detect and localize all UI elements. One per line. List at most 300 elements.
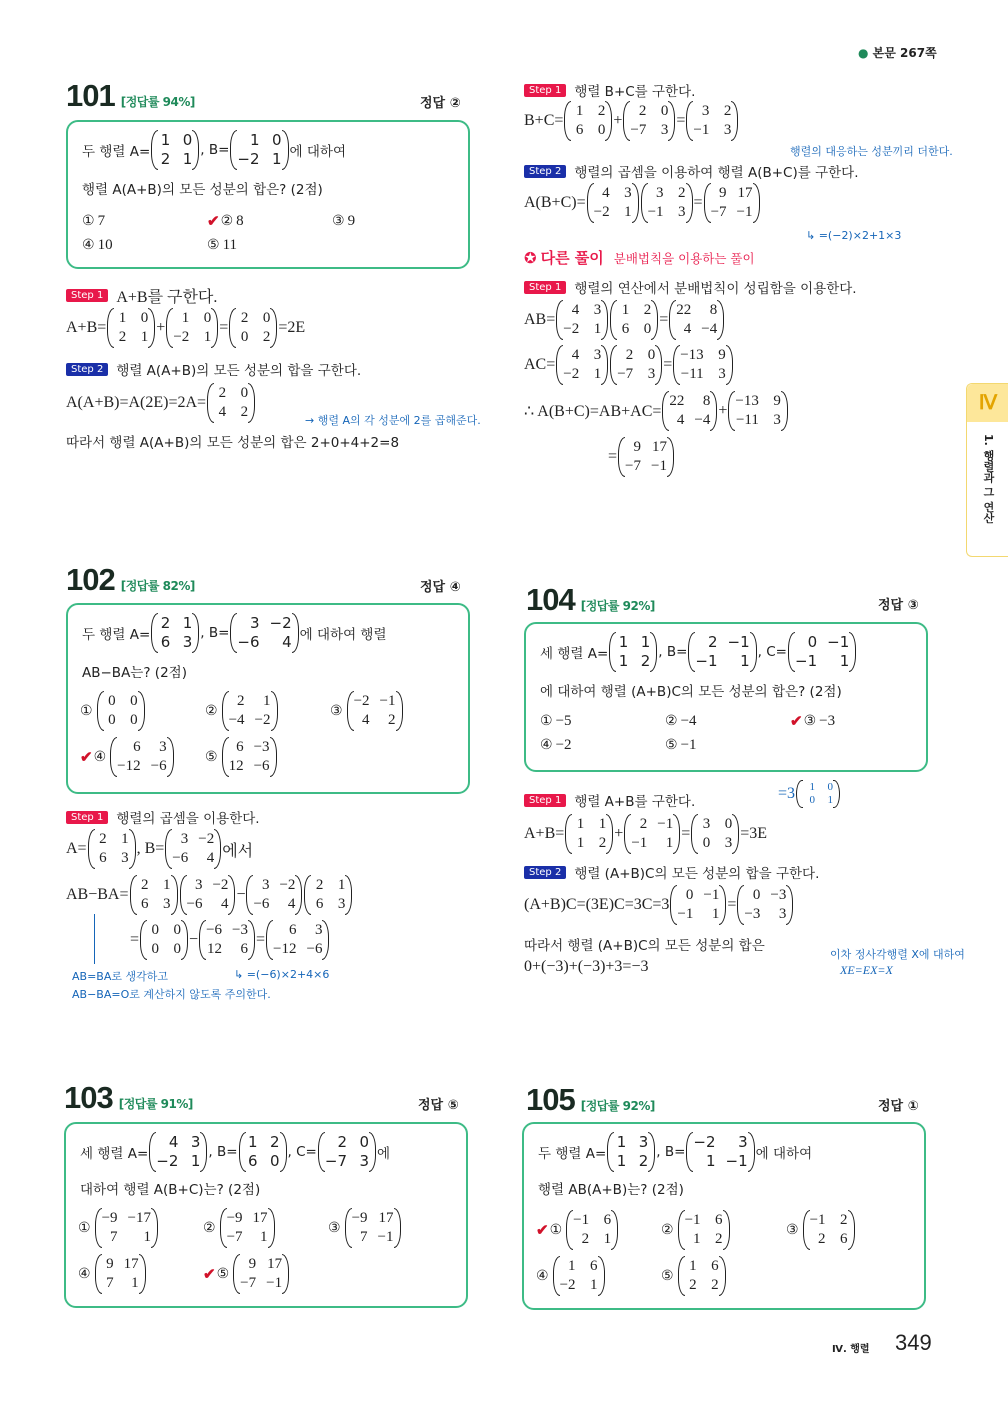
matrix-grid	[240, 1255, 282, 1293]
step-2-badge: Step 2	[66, 363, 108, 376]
math-line	[524, 934, 765, 954]
matrix-cell: 9	[718, 347, 726, 363]
matrix-cell: 17	[378, 1210, 394, 1226]
matrix	[686, 101, 738, 141]
problem-number: 103	[64, 1080, 113, 1115]
matrix-grid	[237, 131, 281, 169]
left-paren	[610, 300, 617, 340]
matrix-cell: 17	[252, 1210, 268, 1226]
matrix-cell: 2	[638, 103, 647, 119]
matrix-cell: 1	[706, 1152, 716, 1170]
answer-choice[interactable]	[203, 1254, 328, 1294]
check-mark-icon: ✔	[536, 1222, 549, 1239]
answer-choice[interactable]	[205, 737, 330, 777]
answer-choice[interactable]	[328, 1208, 453, 1248]
step-1-badge: Step 1	[66, 289, 108, 302]
matrix	[165, 829, 221, 869]
answer-choices	[536, 1210, 911, 1296]
math-text: ∴ A(B+C)=AB+AC=	[524, 403, 662, 420]
annotation: AB=BA로 생각하고	[72, 970, 168, 983]
step-1-badge: Step 1	[524, 281, 566, 294]
answer-choice[interactable]	[82, 212, 207, 231]
choice-number: ③	[328, 1220, 341, 1236]
answer-choice[interactable]	[540, 712, 665, 731]
annotation: AB−BA=O로 계산하지 않도록 주의한다.	[72, 988, 271, 1001]
matrix-cell: 9	[773, 393, 781, 409]
problem-number: 101	[66, 78, 115, 113]
matrix-cell: −12	[117, 758, 141, 774]
right-paren	[732, 814, 739, 854]
answer-choice[interactable]	[540, 737, 665, 754]
correct-rate: [정답률 91%]	[118, 1097, 193, 1111]
choice-number: ②	[205, 703, 218, 719]
matrix-grid	[246, 1133, 280, 1171]
choice-number: ④	[536, 1268, 549, 1284]
matrix-cell: 1	[263, 693, 271, 709]
choice-number: ④	[540, 738, 553, 753]
left-paren	[686, 1132, 693, 1172]
math-text: , C=	[757, 644, 787, 660]
answer-choice[interactable]	[78, 1208, 203, 1248]
matrix-cell: 9	[248, 1256, 257, 1272]
matrix-grid	[229, 692, 271, 730]
math-text: =3	[778, 785, 796, 802]
answer-choice[interactable]	[661, 1256, 786, 1296]
matrix-cell: −13	[735, 393, 759, 409]
problem-102-header	[66, 562, 195, 598]
answer-choice[interactable]	[786, 1210, 911, 1250]
matrix	[728, 391, 787, 431]
matrix	[609, 632, 657, 672]
matrix-cell: 1	[621, 302, 630, 318]
matrix-cell: 1	[593, 321, 602, 337]
matrix-cell: −3	[232, 922, 248, 938]
matrix-cell: 0	[240, 385, 249, 401]
math-text: =	[663, 356, 673, 373]
right-paren	[717, 300, 724, 340]
matrix-grid	[158, 614, 192, 652]
left-paren	[609, 632, 616, 672]
matrix-cell: 1	[160, 131, 171, 149]
matrix-cell: 3	[718, 366, 726, 382]
answer-choice[interactable]	[78, 1254, 203, 1294]
matrix-grid	[631, 815, 673, 853]
check-mark-icon: ✔	[80, 749, 93, 766]
star-icon: ✪	[524, 248, 537, 267]
matrix-cell: 1	[203, 329, 212, 345]
matrix-cell: −2	[254, 712, 271, 728]
right-paren	[710, 391, 717, 431]
matrix-grid	[669, 392, 710, 430]
math-text: =	[727, 896, 737, 913]
math-text: +	[156, 319, 166, 336]
matrix-cell: 17	[123, 1256, 139, 1272]
choice-value: −3	[819, 713, 836, 729]
right-paren	[598, 1256, 605, 1296]
check-mark-icon: ✔	[790, 714, 803, 730]
matrix-cell: 1	[618, 633, 629, 651]
answer-choice[interactable]	[536, 1210, 661, 1250]
matrix-cell: 2	[99, 831, 107, 847]
math-text: , B=	[136, 840, 165, 857]
answer-choice[interactable]	[330, 691, 455, 731]
matrix	[220, 1208, 275, 1248]
matrix-cell: −1	[809, 1212, 826, 1228]
left-paren	[230, 613, 237, 653]
answer-choice[interactable]	[790, 712, 915, 731]
matrix-cell: 0	[203, 310, 212, 326]
left-paren	[230, 130, 237, 170]
math-text: , C=	[287, 1144, 317, 1160]
answer-choice[interactable]	[207, 212, 332, 231]
matrix-cell: 0	[130, 693, 138, 709]
matrix-cell: −7	[617, 366, 634, 382]
math-line	[524, 814, 767, 854]
problem-104-header	[526, 582, 655, 618]
matrix-cell: 0	[359, 1133, 369, 1151]
math-line	[574, 862, 819, 882]
matrix	[107, 308, 155, 348]
matrix-cell: 3	[314, 922, 323, 938]
check-mark-icon: ✔	[207, 214, 220, 230]
math-line	[538, 1178, 684, 1198]
matrix-cell: 0	[643, 321, 652, 337]
right-paren	[753, 183, 760, 223]
matrix-cell: 3	[180, 831, 189, 847]
matrix-cell: 0	[702, 835, 711, 851]
matrix	[246, 875, 302, 915]
math-text: 두 행렬 A=	[82, 627, 151, 643]
math-text: 0+(−3)+(−3)+3=−3	[524, 958, 649, 975]
matrix-cell: −4	[694, 412, 711, 428]
left-paren	[566, 1210, 573, 1250]
math-text: 에 대하여	[755, 1146, 813, 1162]
matrix-cell: 2	[715, 1231, 723, 1247]
matrix	[345, 1208, 401, 1248]
matrix-cell: 2	[625, 347, 634, 363]
matrix	[556, 345, 608, 385]
matrix-cell: 1	[260, 1229, 268, 1245]
left-paren	[95, 1254, 102, 1294]
matrix-cell: 1	[272, 150, 282, 168]
matrix-cell: 4	[287, 896, 296, 912]
left-paren	[222, 691, 229, 731]
matrix-cell: 1	[575, 103, 584, 119]
math-line	[116, 807, 259, 827]
matrix-grid	[117, 738, 166, 776]
right-paren	[719, 885, 726, 925]
chapter-label: 1. 행렬과 그 연산	[982, 434, 995, 524]
choice-value: −2	[555, 737, 572, 753]
right-paren	[138, 691, 145, 731]
matrix-cell: −1	[727, 633, 750, 651]
math-text: A(B+C)=	[524, 194, 586, 211]
math-text: , B=	[656, 1144, 686, 1160]
math-text: B+C=	[524, 112, 564, 129]
matrix-cell: 1	[118, 310, 127, 326]
math-line	[524, 958, 648, 976]
right-paren	[171, 875, 178, 915]
matrix	[151, 613, 199, 653]
matrix-cell: 4	[168, 1133, 179, 1151]
right-paren	[248, 920, 255, 960]
matrix-grid	[158, 131, 192, 169]
left-paren	[347, 691, 354, 731]
math-text: (A+B)C=(3E)C=3C=3	[524, 896, 670, 913]
matrix-cell: 3	[723, 122, 732, 138]
matrix-cell: −6	[253, 896, 270, 912]
matrix	[610, 345, 662, 385]
math-text: =	[256, 931, 266, 948]
matrix-cell: 3	[593, 302, 602, 318]
left-paren	[151, 613, 158, 653]
matrix	[641, 183, 693, 223]
annotation: ↳ =(−6)×2+4×6	[234, 968, 330, 981]
matrix-cell: 0	[130, 712, 138, 728]
right-paren	[781, 391, 788, 431]
matrix-cell: 4	[282, 633, 292, 651]
problem-101-box	[66, 120, 470, 269]
answer-choice[interactable]	[207, 237, 332, 254]
answer-choice[interactable]	[665, 712, 790, 731]
matrix-cell: 2	[337, 1133, 347, 1151]
matrix-grid	[273, 921, 322, 959]
left-paren	[556, 300, 563, 340]
matrix-cell: 1	[740, 652, 750, 670]
choice-number: ①	[80, 703, 93, 719]
left-paren	[95, 1208, 102, 1248]
matrix-cell: −9	[101, 1210, 118, 1226]
matrix-cell: 1	[337, 877, 346, 893]
matrix-cell: −6	[237, 633, 260, 651]
matrix-cell: −2	[212, 877, 229, 893]
choice-number: ②	[665, 714, 678, 729]
math-text: 행렬 (A+B)C의 모든 성분의 합을 구한다.	[574, 866, 820, 882]
matrix	[199, 920, 255, 960]
reference-page	[858, 44, 937, 61]
reference-label: 본문 267쪽	[872, 46, 937, 60]
right-paren	[833, 780, 840, 808]
matrix	[704, 183, 760, 223]
matrix-grid	[172, 830, 214, 868]
matrix-cell: −2	[198, 831, 215, 847]
choice-number: ②	[661, 1222, 674, 1238]
matrix-grid	[680, 346, 725, 384]
matrix-cell: 3	[337, 896, 346, 912]
choice-value: −4	[680, 713, 697, 729]
matrix	[678, 1256, 726, 1296]
matrix-grid	[560, 1257, 598, 1295]
left-paren	[704, 183, 711, 223]
answer-choice[interactable]	[205, 691, 330, 731]
answer-choice[interactable]	[80, 691, 205, 731]
left-paren	[222, 737, 229, 777]
matrix	[266, 920, 329, 960]
left-paren	[165, 829, 172, 869]
matrix	[587, 183, 639, 223]
matrix	[304, 875, 352, 915]
math-text: =	[676, 112, 686, 129]
matrix-cell: 3	[647, 366, 656, 382]
answer-choice[interactable]	[80, 737, 205, 777]
math-text: 따라서 행렬 (A+B)C의 모든 성분의 합은	[524, 938, 765, 954]
matrix-grid	[795, 633, 849, 671]
answer-choice[interactable]	[82, 237, 207, 254]
left-paren	[318, 1132, 325, 1172]
check-mark-icon: ✔	[203, 1266, 216, 1283]
math-line	[116, 359, 361, 379]
matrix	[151, 130, 199, 170]
matrix	[95, 1254, 146, 1294]
matrix	[678, 1210, 730, 1250]
matrix-cell: −9	[226, 1210, 243, 1226]
math-text: AB=	[524, 311, 556, 328]
matrix-cell: 2	[640, 652, 651, 670]
matrix-grid	[102, 1255, 139, 1293]
right-paren	[632, 183, 639, 223]
matrix-cell: 0	[597, 122, 606, 138]
matrix	[607, 1132, 655, 1172]
matrix-cell: 17	[737, 185, 753, 201]
right-paren	[723, 1210, 730, 1250]
matrix-grid	[744, 886, 786, 924]
matrix-cell: 3	[738, 1133, 748, 1151]
matrix-grid	[803, 781, 833, 807]
step-1-badge: Step 1	[524, 794, 566, 807]
right-paren	[192, 613, 199, 653]
answer-choices	[80, 691, 455, 777]
matrix-cell: 3	[773, 412, 781, 428]
matrix-cell: 1	[131, 1275, 139, 1291]
choice-number: ⑤	[216, 1266, 230, 1282]
matrix-cell: 4	[362, 712, 370, 728]
matrix-cell: 2	[160, 614, 171, 632]
problem-103-header	[64, 1080, 193, 1116]
matrix-cell: 0	[807, 633, 818, 651]
math-line	[574, 161, 858, 181]
left-paren	[691, 814, 698, 854]
matrix-cell: 3	[656, 185, 664, 201]
math-text: 세 행렬 A=	[80, 1146, 149, 1162]
matrix-cell: 3	[250, 614, 260, 632]
matrix-cell: 1	[248, 1133, 258, 1151]
left-paren	[803, 1210, 810, 1250]
math-line	[574, 790, 695, 810]
matrix-cell: 6	[621, 321, 630, 337]
left-paren	[556, 345, 563, 385]
matrix-cell: 6	[840, 1231, 848, 1247]
answer-choice[interactable]	[203, 1208, 328, 1248]
matrix-cell: 4	[571, 302, 580, 318]
right-paren	[139, 1254, 146, 1294]
answer-choice[interactable]	[665, 737, 790, 754]
matrix-cell: 3	[261, 877, 270, 893]
left-paren	[737, 885, 744, 925]
answer-choice[interactable]	[661, 1210, 786, 1250]
right-paren	[200, 1132, 207, 1172]
math-line	[130, 920, 330, 960]
arrow-line	[94, 914, 95, 964]
matrix-cell: 3	[778, 906, 787, 922]
matrix-cell: −2	[156, 1152, 179, 1170]
matrix-cell: −1	[693, 122, 710, 138]
choice-number: ③	[786, 1222, 799, 1238]
matrix	[140, 920, 188, 960]
answer-choice[interactable]	[332, 212, 457, 231]
right-paren	[270, 308, 277, 348]
matrix	[796, 780, 840, 808]
left-paren	[610, 345, 617, 385]
matrix-grid	[614, 1133, 648, 1171]
choice-number: ①	[78, 1220, 91, 1236]
right-paren	[369, 1132, 376, 1172]
left-paren	[304, 875, 311, 915]
matrix-cell: 2	[678, 185, 686, 201]
matrix-cell: 2	[581, 1231, 590, 1247]
math-line	[574, 277, 856, 297]
left-paren	[149, 1132, 156, 1172]
matrix-grid	[354, 692, 396, 730]
matrix-grid	[572, 815, 606, 853]
matrix-cell: 3	[638, 1133, 649, 1151]
matrix	[669, 300, 724, 340]
matrix-cell: −1	[703, 887, 720, 903]
math-text: 두 행렬 A=	[82, 144, 151, 160]
right-paren	[648, 1132, 655, 1172]
matrix-grid	[352, 1209, 394, 1247]
left-paren	[607, 1132, 614, 1172]
matrix-cell: 6	[715, 1212, 723, 1228]
matrix-cell: −7	[630, 122, 647, 138]
matrix-cell: −1	[795, 652, 818, 670]
matrix	[207, 383, 255, 423]
choice-number: ①	[82, 214, 95, 229]
matrix	[230, 613, 298, 653]
choice-number: ③	[332, 214, 345, 229]
math-line	[524, 885, 794, 925]
right-paren	[282, 130, 289, 170]
matrix-grid	[237, 614, 291, 652]
math-line	[82, 178, 323, 198]
matrix-cell: 0	[752, 887, 761, 903]
math-text: 따라서 행렬 A(A+B)의 모든 성분의 합은 2+0+4+2=8	[66, 435, 400, 451]
matrix-cell: 1	[809, 781, 816, 793]
math-line	[66, 875, 353, 915]
answer-label: 정답 ⑤	[418, 1098, 459, 1113]
matrix-cell: 0	[262, 310, 271, 326]
answer-choice[interactable]	[536, 1256, 661, 1296]
matrix-cell: 0	[151, 922, 160, 938]
math-text: 행렬 A(A+B)의 모든 성분의 합은? (2점)	[82, 182, 323, 198]
matrix-cell: −1	[657, 816, 674, 832]
math-text: AC=	[524, 356, 556, 373]
matrix-cell: −2	[269, 614, 292, 632]
matrix-cell: 3	[182, 633, 193, 651]
math-text: −	[189, 931, 199, 948]
right-paren	[611, 1210, 618, 1250]
matrix-cell: 6	[160, 633, 171, 651]
math-text: 행렬 AB(A+B)는? (2점)	[538, 1182, 684, 1198]
matrix-grid	[698, 815, 732, 853]
chapter-tab[interactable]	[966, 383, 1008, 557]
matrix-cell: 0	[685, 887, 694, 903]
right-paren	[322, 920, 329, 960]
left-paren	[151, 130, 158, 170]
answer-choices	[82, 212, 457, 254]
choice-number: ⑤	[665, 738, 678, 753]
problem-103-box	[64, 1122, 468, 1308]
right-paren	[228, 875, 235, 915]
